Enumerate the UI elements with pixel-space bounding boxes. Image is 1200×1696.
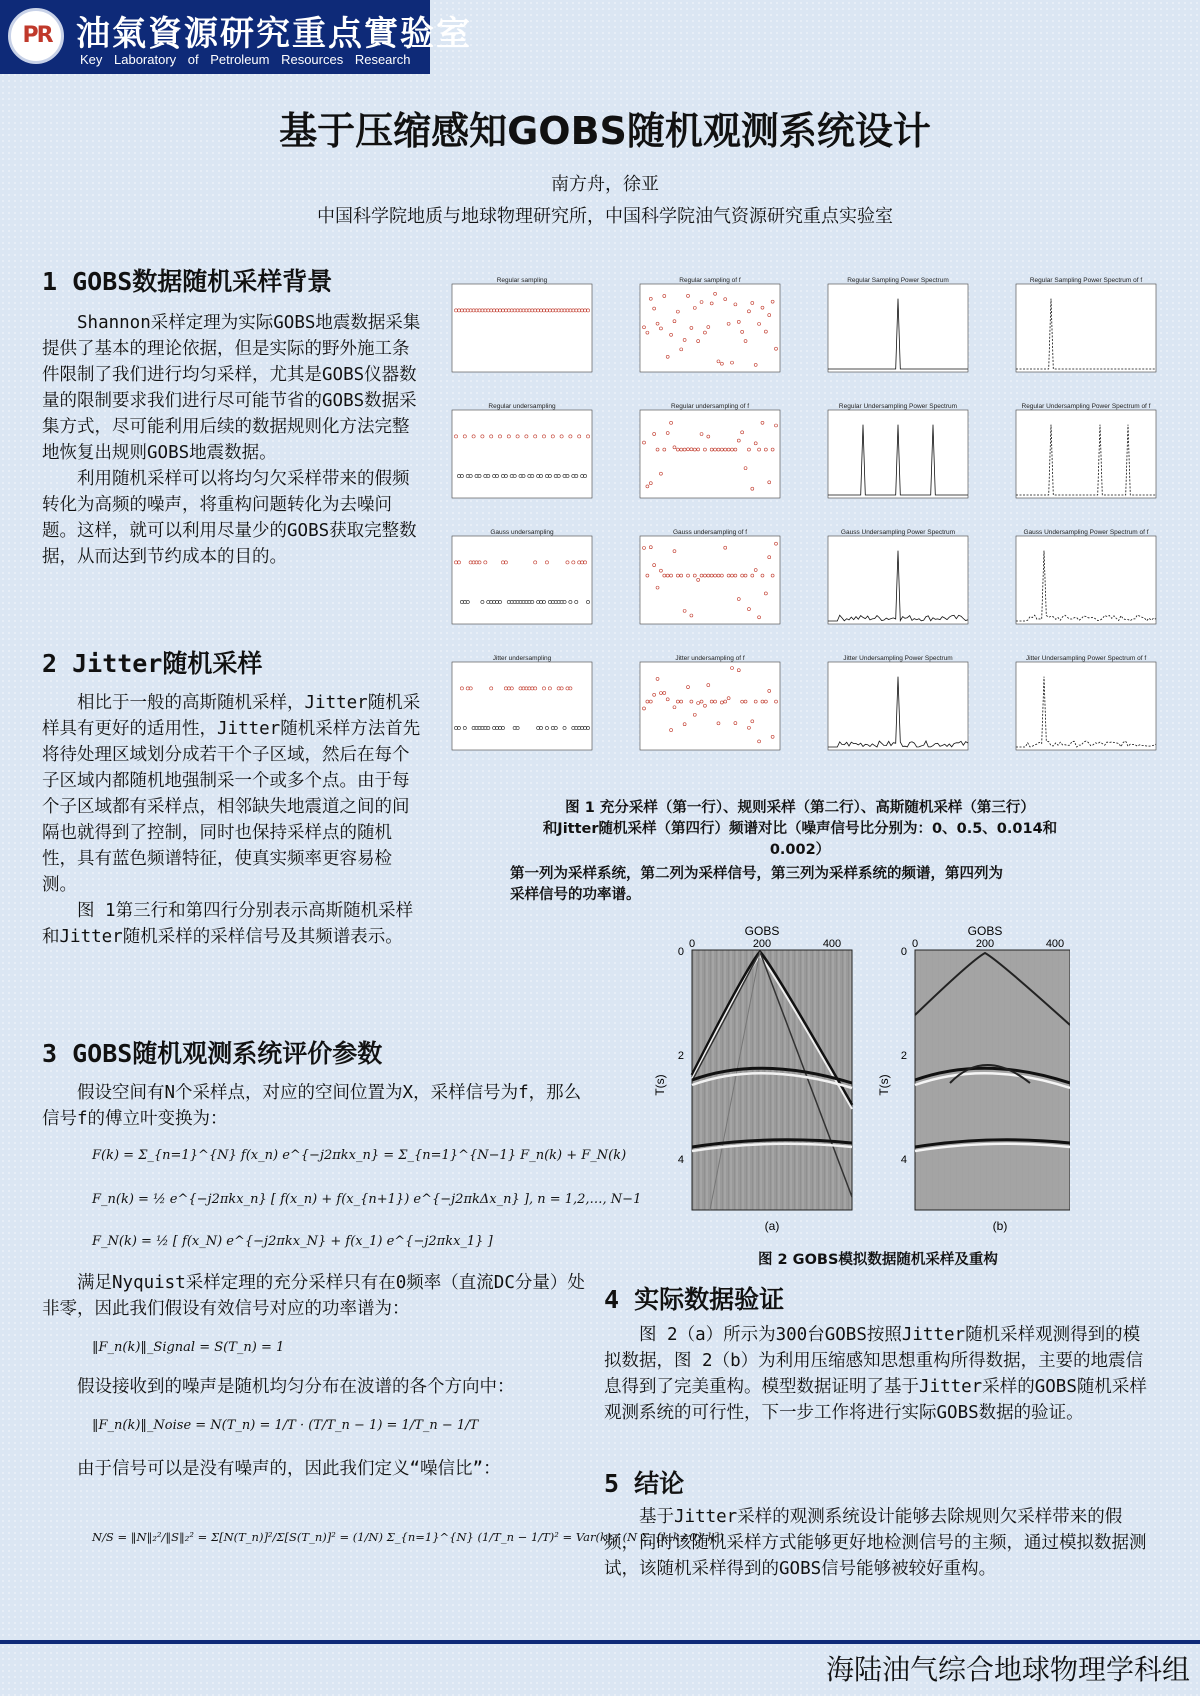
figure1-panel-title: Gauss undersampling of f xyxy=(672,529,748,536)
figure1-panel xyxy=(828,529,968,624)
figure2-b-xtick: 0 xyxy=(911,938,919,950)
figure1-caption xyxy=(500,798,1100,861)
figure1-caption-line1: 图 1 充分采样（第一行）、规则采样（第二行）、高斯随机采样（第三行） xyxy=(565,800,1035,816)
figure1-panel-frame xyxy=(828,662,968,750)
footer-group-name: 海陆油气综合地球物理学科组 xyxy=(825,1653,1190,1686)
figure2-a-xtick: 200 xyxy=(752,938,772,950)
section2-paragraph-1: 相比于一般的高斯随机采样，Jitter随机采样具有更好的适用性，Jitter随机采样方法首先将待处理区域划分成若干个子区域，然后在每个子区域内都随机地强制采一个或多个点。由于每个子区域都有采样点，相邻缺失地震道之间的间隔也就得到了控制，同时也保持采样点的随机性，具有蓝色频谱特征，使真实频率更容易检测。 xyxy=(42,693,421,895)
equation-4: ‖F_n(k)‖_Signal = S(T_n) = 1 xyxy=(92,1340,285,1355)
section4-paragraph-1: 图 2（a）所示为300台GOBS按照Jitter随机采样观测得到的模拟数据，图 2（b）为利用压缩感知思想重构所得数据，主要的地震信息得到了完美重构。模型数据证明了基于Jitter采样的GOBS随机采样观测系统的可行性，下一步工作将进行实际GOBS数据的验证。 xyxy=(604,1325,1147,1423)
section3-body xyxy=(42,1080,587,1132)
section3-paragraph-2: 满足Nyquist采样定理的充分采样只有在0频率（直流DC分量）处非零，因此我们假设有效信号对应的功率谱为： xyxy=(42,1273,585,1319)
figure2-label-b: (b) xyxy=(992,1219,1008,1233)
figure1-panel-frame xyxy=(640,536,780,624)
section4-body xyxy=(604,1322,1149,1426)
figure2-b-xlabel: GOBS xyxy=(967,924,1003,938)
figure1-panel-frame xyxy=(1016,662,1156,750)
figure1-panel-title: Regular undersampling xyxy=(488,403,556,410)
figure1-panel-frame xyxy=(640,284,780,372)
figure2-b-ylabel: T(s) xyxy=(877,1074,891,1096)
section5-paragraph-1: 基于Jitter采样的观测系统设计能够去除规则欠采样带来的假频，同时该随机采样方式能够更好地检测信号的主频，通过模拟数据测试，该随机采样得到的GOBS信号能够被较好重构。 xyxy=(604,1507,1147,1579)
figure1-caption-line3: 0.002） xyxy=(769,842,831,858)
figure1-panel-title: Jitter undersampling of f xyxy=(675,655,745,662)
figure2-a-xtick: 0 xyxy=(688,938,696,950)
equation-3: F_N(k) = ½ [ f(x_N) e^{−j2πkx_N} + f(x_1) e^{−j2πkx_1} ] xyxy=(92,1234,493,1249)
section3-body-2 xyxy=(42,1270,587,1322)
section4-heading: 4 实际数据验证 xyxy=(604,1285,785,1314)
figure2-a-ytick: 2 xyxy=(677,1050,684,1062)
affiliation: 中国科学院地质与地球物理研究所，中国科学院油气资源研究重点实验室 xyxy=(317,206,893,227)
figure1-panel-frame xyxy=(828,410,968,498)
figure1-panel-frame xyxy=(1016,410,1156,498)
figure2-b-ytick: 0 xyxy=(900,946,907,958)
section5-heading: 5 结论 xyxy=(604,1469,685,1498)
equation-1: F(k) = Σ_{n=1}^{N} f(x_n) e^{−j2πkx_n} = Σ_{n=1}^{N−1} F_n(k) + F_N(k) xyxy=(92,1148,627,1163)
figure2-caption: 图 2 GOBS模拟数据随机采样及重构 xyxy=(758,1252,998,1268)
figure2-b-ytick: 4 xyxy=(900,1154,907,1166)
lab-name-cn: 油氣資源研究重点實验室 xyxy=(76,14,472,54)
lab-name-en: Key Laboratory of Petroleum Resources Research xyxy=(80,52,411,67)
figure1-panel xyxy=(828,655,968,750)
figure2-a-xtick: 400 xyxy=(822,938,842,950)
figure2-a-xlabel: GOBS xyxy=(744,924,780,938)
figure1-panel-title: Jitter Undersampling Power Spectrum xyxy=(843,655,953,662)
figure1-caption-line2: 和Jitter随机采样（第四行）频谱对比（噪声信号比分别为：0、0.5、0.014和 xyxy=(542,821,1058,837)
figure1-panel-title: Regular sampling xyxy=(496,277,548,284)
figure1-panel xyxy=(640,403,780,498)
figure1-panel-frame xyxy=(640,662,780,750)
section1-heading: 1 GOBS数据随机采样背景 xyxy=(42,267,333,296)
figure1-panel-frame xyxy=(452,284,592,372)
section1-body xyxy=(42,310,422,570)
figure1-panel-title: Jitter Undersampling Power Spectrum of f xyxy=(1025,655,1147,662)
figure1-panel-title: Gauss undersampling xyxy=(490,529,554,536)
figure1-panel-title: Gauss Undersampling Power Spectrum of f xyxy=(1023,529,1149,536)
figure1-panel xyxy=(640,529,780,624)
figure1-grid xyxy=(430,272,1185,762)
figure1-panel xyxy=(452,655,592,750)
figure1-caption-line4: 第一列为采样系统，第二列为采样信号，第三列为采样系统的频谱，第四列为 xyxy=(510,866,1003,882)
lab-logo: PR xyxy=(8,8,64,64)
poster-title: 基于压缩感知GOBS随机观测系统设计 xyxy=(279,109,931,153)
section3-body-3 xyxy=(42,1374,602,1400)
footer-rule xyxy=(0,1640,1200,1644)
figure1-panel-title: Regular Undersampling Power Spectrum xyxy=(838,403,958,410)
section3-paragraph-4: 由于信号可以是没有噪声的，因此我们定义“噪信比”： xyxy=(77,1459,501,1479)
figure1-panel xyxy=(1016,277,1156,372)
figure1-panel-frame xyxy=(828,536,968,624)
equation-6: N/S = ‖N‖₂²/‖S‖₂² = Σ[N(T_n)]²/Σ[S(T_n)]² = (1/N) Σ_{n=1}^{N} (1/T_n − 1/T)² = Var(k) / (N Σ_{k,k≠0} k²) xyxy=(92,1530,724,1544)
figure1-panel xyxy=(828,403,968,498)
figure2-a-ytick: 4 xyxy=(677,1154,684,1166)
figure1-panel xyxy=(1016,529,1156,624)
section2-heading: 2 Jitter随机采样 xyxy=(42,649,263,678)
figure2-panel-b xyxy=(877,924,1070,1233)
figure1-panel-title: Regular Sampling Power Spectrum of f xyxy=(1029,277,1143,284)
figure1-panel xyxy=(452,277,592,372)
figure1-panel xyxy=(640,277,780,372)
figure1-panel-frame xyxy=(1016,536,1156,624)
figure1-panel-title: Jitter undersampling xyxy=(492,655,552,662)
figure2-b-ytick: 2 xyxy=(900,1050,907,1062)
figure1-caption-line5: 采样信号的功率谱。 xyxy=(510,887,641,903)
section2-body xyxy=(42,690,422,950)
section1-paragraph-2: 利用随机采样可以将均匀欠采样带来的假频转化为高频的噪声，将重构问题转化为去噪问题。这样，就可以利用尽量少的GOBS获取完整数据，从而达到节约成本的目的。 xyxy=(42,469,417,567)
figure1-panel-frame xyxy=(452,410,592,498)
figure1-panel xyxy=(828,277,968,372)
figure2-a-ylabel: T(s) xyxy=(653,1074,667,1096)
section1-paragraph-1: Shannon采样定理为实际GOBS地震数据采集提供了基本的理论依据，但是实际的野外施工条件限制了我们进行均匀采样，尤其是GOBS仪器数量的限制要求我们进行尽可能节省的GOBS数据采集方式，尽可能利用后续的数据规则化方法完整地恢复出规则GOBS地震数据。 xyxy=(42,313,421,463)
figure1-panel-title: Regular sampling of f xyxy=(679,277,741,284)
equation-2: F_n(k) = ½ e^{−j2πkx_n} [ f(x_n) + f(x_{n+1}) e^{−j2πkΔx_n} ], n = 1,2,…, N−1 xyxy=(92,1192,642,1207)
figure1-panel-frame xyxy=(452,536,592,624)
figure2-panel-a xyxy=(653,924,852,1233)
figure2-a-ytick: 0 xyxy=(677,946,684,958)
figure1-panel-frame xyxy=(640,410,780,498)
authors: 南方舟，徐亚 xyxy=(551,174,659,195)
figure1-panel-title: Gauss Undersampling Power Spectrum xyxy=(840,529,956,536)
figure1-panel-frame xyxy=(828,284,968,372)
figure1-panel-title: Regular Sampling Power Spectrum xyxy=(847,277,949,284)
figure1-panel-frame xyxy=(1016,284,1156,372)
section5-body xyxy=(604,1504,1149,1582)
figure1-panel-title: Regular Undersampling Power Spectrum of f xyxy=(1021,403,1151,410)
figure1-panel-title: Regular undersampling of f xyxy=(670,403,750,410)
section2-paragraph-2: 图 1第三行和第四行分别表示高斯随机采样和Jitter随机采样的采样信号及其频谱表示。 xyxy=(42,901,414,947)
section3-paragraph-3: 假设接收到的噪声是随机均匀分布在波谱的各个方向中： xyxy=(77,1377,515,1397)
figure1-panel-frame xyxy=(452,662,592,750)
figure1-panel xyxy=(1016,655,1156,750)
section3-body-4 xyxy=(42,1456,602,1482)
figure2-b-xtick: 200 xyxy=(975,938,995,950)
section3-heading: 3 GOBS随机观测系统评价参数 xyxy=(42,1039,383,1068)
figure1-panel xyxy=(452,403,592,498)
figure1-panel xyxy=(640,655,780,750)
figure1-panel xyxy=(1016,403,1156,498)
figure2-plots xyxy=(650,915,1070,1240)
figure1-panel xyxy=(452,529,592,624)
equation-5: ‖F_n(k)‖_Noise = N(T_n) = 1/T · (T/T_n − 1) = 1/T_n − 1/T xyxy=(92,1418,479,1433)
figure1-caption-note xyxy=(510,864,1110,906)
section3-paragraph-1: 假设空间有N个采样点，对应的空间位置为X，采样信号为f，那么信号f的傅立叶变换为： xyxy=(42,1083,582,1129)
figure2-b-xtick: 400 xyxy=(1045,938,1065,950)
figure2-label-a: (a) xyxy=(764,1219,780,1233)
